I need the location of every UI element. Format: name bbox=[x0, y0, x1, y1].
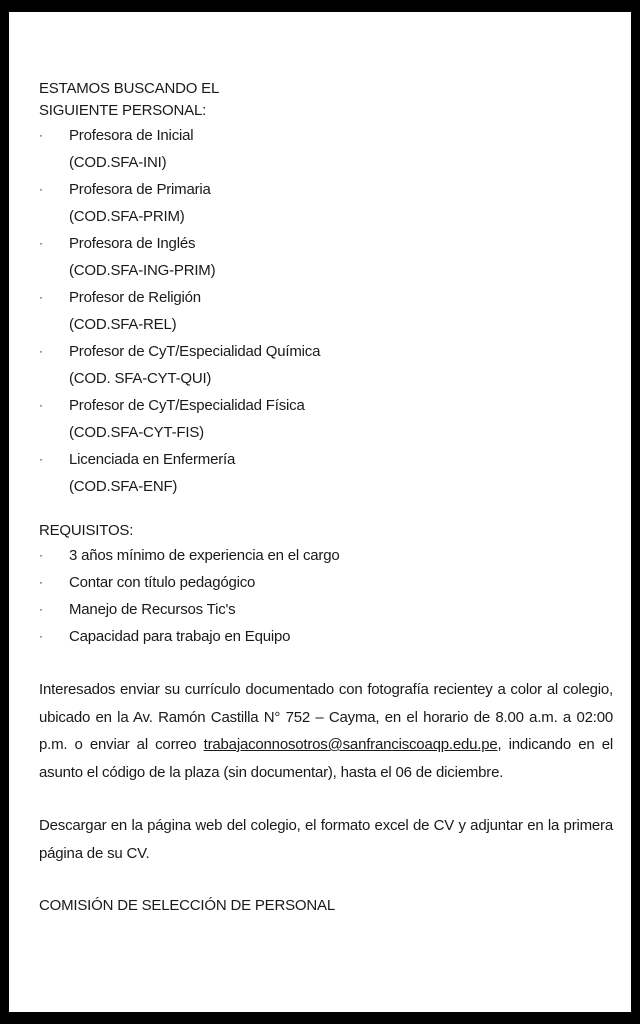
position-code: (COD.SFA-PRIM) bbox=[69, 208, 185, 225]
bullet-icon: · bbox=[39, 548, 43, 562]
document-page bbox=[9, 12, 631, 1012]
requirement-item bbox=[39, 542, 613, 569]
position-item bbox=[39, 392, 613, 446]
heading-line-1: ESTAMOS BUSCANDO EL bbox=[39, 80, 220, 97]
position-name: Licenciada en Enfermería bbox=[69, 451, 236, 468]
position-name: Profesor de Religión bbox=[69, 289, 201, 306]
bullet-icon: · bbox=[39, 452, 43, 466]
requirement-text: Capacidad para trabajo en Equipo bbox=[69, 628, 291, 645]
position-item bbox=[39, 446, 613, 500]
instructions-text-before: Interesados enviar su currículo documentado con fotografía recientey a color al colegio, ubicado en la Av. Ramón Castilla N° 752 – Cayma, en el horario de 8.00 a.m. a 02:00 p.m. o enviar al correo bbox=[39, 681, 613, 753]
requirements-title: REQUISITOS: bbox=[39, 522, 134, 539]
heading-line-2: SIGUIENTE PERSONAL: bbox=[39, 102, 207, 119]
bullet-icon: · bbox=[39, 236, 43, 250]
download-note: Descargar en la página web del colegio, el formato excel de CV y adjuntar en la primera página de su CV. bbox=[39, 817, 613, 862]
email-link[interactable]: trabajaconnosotros@sanfranciscoaqp.edu.pe bbox=[203, 736, 498, 753]
bullet-icon: · bbox=[39, 629, 43, 643]
position-item bbox=[39, 176, 613, 230]
bullet-icon: · bbox=[39, 602, 43, 616]
positions-list bbox=[39, 122, 613, 500]
requirement-text: Manejo de Recursos Tic's bbox=[69, 601, 236, 618]
bullet-icon: · bbox=[39, 398, 43, 412]
instructions-text-after: , indicando en el asunto el código de la plaza (sin documentar), hasta el 06 de diciembre. bbox=[39, 736, 613, 781]
position-name: Profesora de Primaria bbox=[69, 181, 211, 198]
position-item bbox=[39, 230, 613, 284]
bullet-icon: · bbox=[39, 290, 43, 304]
position-code: (COD. SFA-CYT-QUI) bbox=[69, 370, 212, 387]
requirement-item bbox=[39, 623, 613, 650]
requirement-text: Contar con título pedagógico bbox=[69, 574, 256, 591]
position-code: (COD.SFA-ENF) bbox=[69, 478, 178, 495]
bullet-icon: · bbox=[39, 182, 43, 196]
position-code: (COD.SFA-INI) bbox=[69, 154, 167, 171]
bullet-icon: · bbox=[39, 344, 43, 358]
announcement-heading bbox=[39, 78, 613, 122]
requirement-text: 3 años mínimo de experiencia en el cargo bbox=[69, 547, 340, 564]
position-item bbox=[39, 338, 613, 392]
instructions-paragraph bbox=[39, 676, 613, 786]
position-code: (COD.SFA-REL) bbox=[69, 316, 177, 333]
signature: COMISIÓN DE SELECCIÓN DE PERSONAL bbox=[39, 897, 335, 914]
announcement-body bbox=[39, 78, 613, 917]
bullet-icon: · bbox=[39, 128, 43, 142]
requirement-item bbox=[39, 596, 613, 623]
position-name: Profesor de CyT/Especialidad Química bbox=[69, 343, 321, 360]
position-item bbox=[39, 122, 613, 176]
requirements-list bbox=[39, 542, 613, 650]
position-name: Profesora de Inglés bbox=[69, 235, 196, 252]
requirement-item bbox=[39, 569, 613, 596]
position-code: (COD.SFA-ING-PRIM) bbox=[69, 262, 216, 279]
bullet-icon: · bbox=[39, 575, 43, 589]
position-code: (COD.SFA-CYT-FIS) bbox=[69, 424, 204, 441]
position-name: Profesora de Inicial bbox=[69, 127, 194, 144]
position-item bbox=[39, 284, 613, 338]
position-name: Profesor de CyT/Especialidad Física bbox=[69, 397, 305, 414]
